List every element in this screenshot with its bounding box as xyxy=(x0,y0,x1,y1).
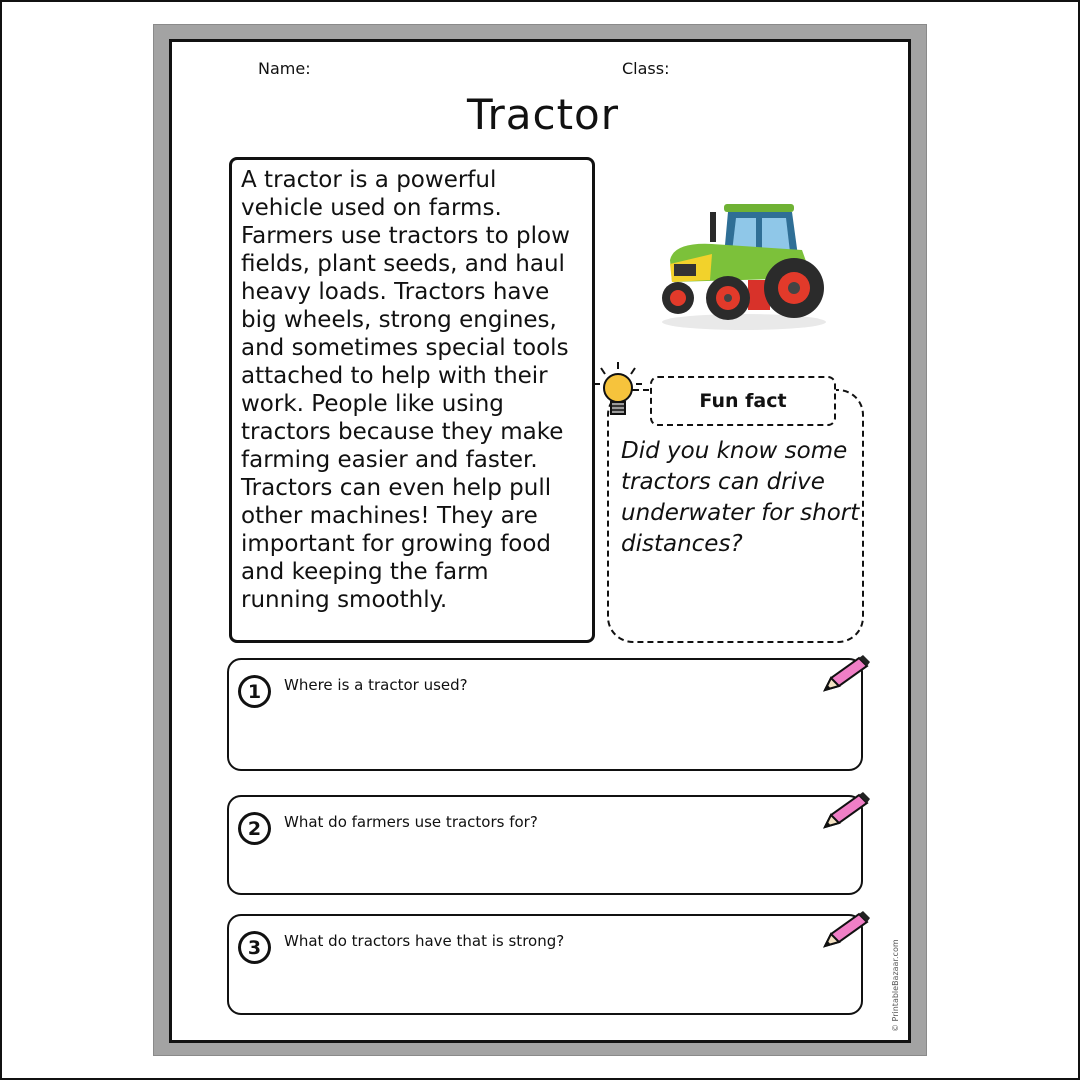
reading-passage-box xyxy=(229,157,595,643)
lightbulb-icon xyxy=(593,360,643,422)
page-title: Tractor xyxy=(466,90,619,139)
reading-passage-text: A tractor is a powerful vehicle used on farms. Farmers use tractors to plow fields, plant seeds, and haul heavy loads. Tractors have big wheels, strong engines, and sometimes special tools attached to help with their work. People like using tractors because they make farming easier and faster. Tractors can even help pull other machines! They are important for growing food and keeping the farm running smoothly. xyxy=(241,167,570,613)
question-box-1[interactable] xyxy=(227,658,863,771)
question-text: Where is a tractor used? xyxy=(284,676,468,694)
pencil-icon xyxy=(817,906,871,952)
question-text: What do farmers use tractors for? xyxy=(284,813,538,831)
tractor-illustration xyxy=(652,194,832,334)
worksheet-page xyxy=(169,39,911,1043)
class-label: Class: xyxy=(622,59,670,78)
pencil-icon xyxy=(817,650,871,696)
question-text: What do tractors have that is strong? xyxy=(284,932,565,950)
fun-fact-text: Did you know some tractors can drive underwater for short distances? xyxy=(621,438,860,557)
question-number: 1 xyxy=(241,678,268,705)
question-number: 3 xyxy=(241,934,268,961)
name-label: Name: xyxy=(258,59,311,78)
copyright-text: © PrintableBazaar.com xyxy=(891,939,900,1032)
question-number-badge xyxy=(238,931,271,964)
question-number: 2 xyxy=(241,815,268,842)
question-box-2[interactable] xyxy=(227,795,863,895)
question-box-3[interactable] xyxy=(227,914,863,1015)
pencil-icon xyxy=(817,787,871,833)
question-number-badge xyxy=(238,675,271,708)
fun-fact-heading: Fun fact xyxy=(650,376,836,426)
question-number-badge xyxy=(238,812,271,845)
